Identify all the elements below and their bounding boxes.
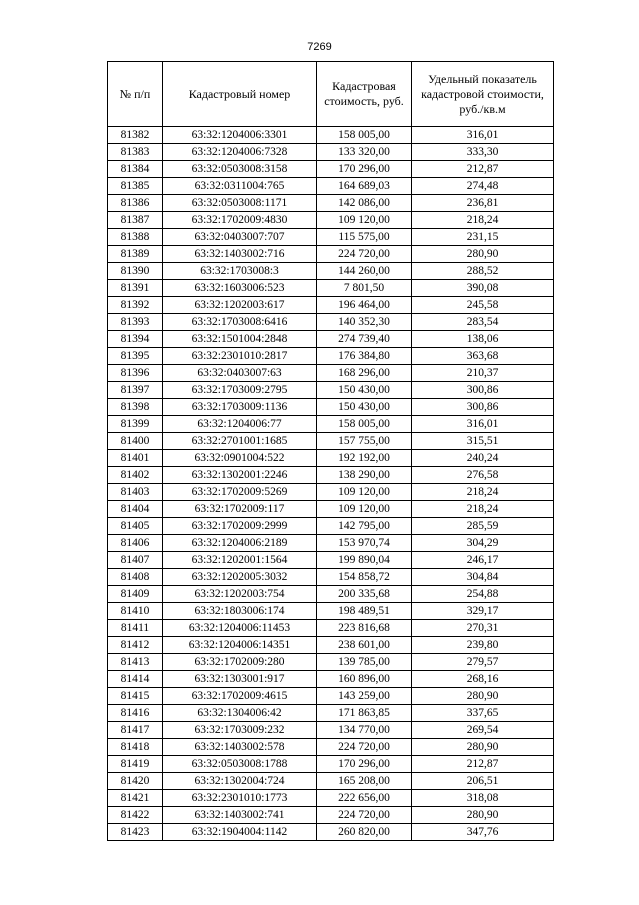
cell-num: 81409	[108, 586, 163, 603]
cell-cadastral-number: 63:32:1403002:578	[163, 739, 317, 756]
cell-cadastral-number: 63:32:1204006:2189	[163, 535, 317, 552]
cell-unit-indicator: 280,90	[412, 807, 554, 824]
cell-cadastral-number: 63:32:1202005:3032	[163, 569, 317, 586]
cell-cadastral-value: 168 296,00	[317, 365, 412, 382]
cell-unit-indicator: 318,08	[412, 790, 554, 807]
cell-num: 81387	[108, 212, 163, 229]
cell-cadastral-number: 63:32:1703009:1136	[163, 399, 317, 416]
cell-num: 81386	[108, 195, 163, 212]
cell-num: 81413	[108, 654, 163, 671]
cell-cadastral-number: 63:32:1703008:3	[163, 263, 317, 280]
table-row	[108, 705, 554, 722]
cell-num: 81418	[108, 739, 163, 756]
cell-unit-indicator: 218,24	[412, 501, 554, 518]
cell-unit-indicator: 300,86	[412, 382, 554, 399]
cell-cadastral-value: 109 120,00	[317, 212, 412, 229]
table-row	[108, 178, 554, 195]
cell-cadastral-number: 63:32:1202001:1564	[163, 552, 317, 569]
cell-unit-indicator: 280,90	[412, 688, 554, 705]
cell-unit-indicator: 236,81	[412, 195, 554, 212]
cell-unit-indicator: 363,68	[412, 348, 554, 365]
cell-num: 81422	[108, 807, 163, 824]
cell-num: 81421	[108, 790, 163, 807]
cell-cadastral-number: 63:32:1303001:917	[163, 671, 317, 688]
table-row	[108, 722, 554, 739]
cell-cadastral-value: 171 863,85	[317, 705, 412, 722]
table-body	[108, 127, 554, 841]
table-row	[108, 331, 554, 348]
cell-unit-indicator: 329,17	[412, 603, 554, 620]
cell-cadastral-value: 274 739,40	[317, 331, 412, 348]
cell-cadastral-value: 150 430,00	[317, 382, 412, 399]
cell-cadastral-number: 63:32:1302004:724	[163, 773, 317, 790]
table-row	[108, 365, 554, 382]
cell-unit-indicator: 304,84	[412, 569, 554, 586]
cell-unit-indicator: 280,90	[412, 246, 554, 263]
cell-cadastral-value: 143 259,00	[317, 688, 412, 705]
table-row	[108, 433, 554, 450]
table-row	[108, 773, 554, 790]
cell-cadastral-value: 133 320,00	[317, 144, 412, 161]
cell-num: 81397	[108, 382, 163, 399]
cell-cadastral-value: 115 575,00	[317, 229, 412, 246]
cell-unit-indicator: 347,76	[412, 824, 554, 841]
cell-cadastral-number: 63:32:1803006:174	[163, 603, 317, 620]
cell-unit-indicator: 337,65	[412, 705, 554, 722]
table-row	[108, 739, 554, 756]
cell-cadastral-number: 63:32:1703008:6416	[163, 314, 317, 331]
cell-cadastral-value: 157 755,00	[317, 433, 412, 450]
header-num: № п/п	[108, 62, 163, 127]
cell-unit-indicator: 285,59	[412, 518, 554, 535]
cell-num: 81406	[108, 535, 163, 552]
cell-num: 81404	[108, 501, 163, 518]
cell-unit-indicator: 269,54	[412, 722, 554, 739]
cell-cadastral-number: 63:32:1603006:523	[163, 280, 317, 297]
cell-cadastral-value: 150 430,00	[317, 399, 412, 416]
cell-num: 81415	[108, 688, 163, 705]
cell-cadastral-value: 144 260,00	[317, 263, 412, 280]
header-cadastral-value: Кадастровая стоимость, руб.	[317, 62, 412, 127]
cell-unit-indicator: 280,90	[412, 739, 554, 756]
cell-cadastral-number: 63:32:1904004:1142	[163, 824, 317, 841]
table-row	[108, 807, 554, 824]
cell-cadastral-number: 63:32:1501004:2848	[163, 331, 317, 348]
cell-cadastral-number: 63:32:1702009:4615	[163, 688, 317, 705]
cell-num: 81393	[108, 314, 163, 331]
table-row	[108, 603, 554, 620]
cell-cadastral-number: 63:32:1702009:5269	[163, 484, 317, 501]
cell-cadastral-number: 63:32:1202003:754	[163, 586, 317, 603]
cell-num: 81419	[108, 756, 163, 773]
cell-cadastral-value: 224 720,00	[317, 739, 412, 756]
cell-cadastral-value: 170 296,00	[317, 756, 412, 773]
cell-num: 81390	[108, 263, 163, 280]
cell-cadastral-value: 153 970,74	[317, 535, 412, 552]
cell-cadastral-value: 199 890,04	[317, 552, 412, 569]
table-row	[108, 314, 554, 331]
cadastral-table	[107, 61, 554, 841]
cell-cadastral-number: 63:32:0311004:765	[163, 178, 317, 195]
table-row	[108, 518, 554, 535]
table-row	[108, 688, 554, 705]
cell-cadastral-value: 109 120,00	[317, 484, 412, 501]
table-row	[108, 399, 554, 416]
table-row	[108, 620, 554, 637]
cell-num: 81420	[108, 773, 163, 790]
cell-num: 81400	[108, 433, 163, 450]
cell-num: 81398	[108, 399, 163, 416]
cell-unit-indicator: 212,87	[412, 756, 554, 773]
cell-num: 81389	[108, 246, 163, 263]
table-header	[108, 62, 554, 127]
cell-cadastral-number: 63:32:0403007:707	[163, 229, 317, 246]
cell-cadastral-value: 192 192,00	[317, 450, 412, 467]
table-row	[108, 450, 554, 467]
table-row	[108, 484, 554, 501]
cell-num: 81384	[108, 161, 163, 178]
cell-unit-indicator: 210,37	[412, 365, 554, 382]
cell-num: 81395	[108, 348, 163, 365]
table-row	[108, 569, 554, 586]
table-row	[108, 790, 554, 807]
cell-cadastral-value: 200 335,68	[317, 586, 412, 603]
table-row	[108, 161, 554, 178]
table-row	[108, 654, 554, 671]
cell-unit-indicator: 276,58	[412, 467, 554, 484]
cell-cadastral-value: 170 296,00	[317, 161, 412, 178]
cell-unit-indicator: 240,24	[412, 450, 554, 467]
cell-cadastral-number: 63:32:1204006:7328	[163, 144, 317, 161]
cell-cadastral-number: 63:32:1204006:77	[163, 416, 317, 433]
table-row	[108, 195, 554, 212]
table-row	[108, 297, 554, 314]
cell-unit-indicator: 239,80	[412, 637, 554, 654]
cell-cadastral-value: 222 656,00	[317, 790, 412, 807]
cell-unit-indicator: 245,58	[412, 297, 554, 314]
cell-unit-indicator: 316,01	[412, 416, 554, 433]
cell-cadastral-value: 224 720,00	[317, 807, 412, 824]
cell-cadastral-number: 63:32:1204006:14351	[163, 637, 317, 654]
cell-num: 81412	[108, 637, 163, 654]
page-number: 7269	[307, 41, 332, 53]
cell-unit-indicator: 254,88	[412, 586, 554, 603]
cell-unit-indicator: 333,30	[412, 144, 554, 161]
table-row	[108, 348, 554, 365]
cell-cadastral-number: 63:32:1702009:280	[163, 654, 317, 671]
cell-cadastral-number: 63:32:0901004:522	[163, 450, 317, 467]
cell-cadastral-number: 63:32:1702009:117	[163, 501, 317, 518]
cell-unit-indicator: 246,17	[412, 552, 554, 569]
cell-unit-indicator: 218,24	[412, 212, 554, 229]
cell-cadastral-value: 223 816,68	[317, 620, 412, 637]
cell-cadastral-value: 109 120,00	[317, 501, 412, 518]
cell-unit-indicator: 283,54	[412, 314, 554, 331]
cell-cadastral-number: 63:32:0503008:1171	[163, 195, 317, 212]
cell-cadastral-number: 63:32:0503008:1788	[163, 756, 317, 773]
cell-num: 81423	[108, 824, 163, 841]
table-row	[108, 229, 554, 246]
table-row	[108, 824, 554, 841]
cell-cadastral-value: 260 820,00	[317, 824, 412, 841]
header-unit-indicator: Удельный показатель кадастровой стоимости, руб./кв.м	[412, 62, 554, 127]
cell-cadastral-number: 63:32:1304006:42	[163, 705, 317, 722]
cell-cadastral-number: 63:32:1403002:741	[163, 807, 317, 824]
cell-unit-indicator: 316,01	[412, 127, 554, 144]
cell-num: 81385	[108, 178, 163, 195]
cell-num: 81417	[108, 722, 163, 739]
cell-unit-indicator: 138,06	[412, 331, 554, 348]
cell-cadastral-value: 7 801,50	[317, 280, 412, 297]
cell-cadastral-number: 63:32:1702009:2999	[163, 518, 317, 535]
cell-unit-indicator: 390,08	[412, 280, 554, 297]
cell-unit-indicator: 212,87	[412, 161, 554, 178]
cell-cadastral-number: 63:32:1703009:232	[163, 722, 317, 739]
cell-cadastral-number: 63:32:2301010:1773	[163, 790, 317, 807]
table-row	[108, 263, 554, 280]
table-row	[108, 586, 554, 603]
cell-num: 81416	[108, 705, 163, 722]
cell-num: 81388	[108, 229, 163, 246]
cell-cadastral-value: 165 208,00	[317, 773, 412, 790]
table-row	[108, 637, 554, 654]
cell-unit-indicator: 279,57	[412, 654, 554, 671]
table-row	[108, 144, 554, 161]
table-row	[108, 246, 554, 263]
cell-num: 81414	[108, 671, 163, 688]
cell-cadastral-number: 63:32:0403007:63	[163, 365, 317, 382]
table-row	[108, 535, 554, 552]
cell-cadastral-value: 176 384,80	[317, 348, 412, 365]
cell-cadastral-number: 63:32:1403002:716	[163, 246, 317, 263]
cell-cadastral-value: 160 896,00	[317, 671, 412, 688]
table-row	[108, 212, 554, 229]
cell-cadastral-number: 63:32:2701001:1685	[163, 433, 317, 450]
header-row	[108, 62, 554, 127]
cell-num: 81407	[108, 552, 163, 569]
cell-unit-indicator: 231,15	[412, 229, 554, 246]
cell-unit-indicator: 315,51	[412, 433, 554, 450]
table-row	[108, 382, 554, 399]
cell-cadastral-number: 63:32:1202003:617	[163, 297, 317, 314]
cell-cadastral-value: 238 601,00	[317, 637, 412, 654]
cell-num: 81405	[108, 518, 163, 535]
table-row	[108, 756, 554, 773]
cell-num: 81396	[108, 365, 163, 382]
cell-num: 81401	[108, 450, 163, 467]
cell-num: 81391	[108, 280, 163, 297]
cell-num: 81408	[108, 569, 163, 586]
cell-num: 81382	[108, 127, 163, 144]
cell-num: 81411	[108, 620, 163, 637]
cell-num: 81392	[108, 297, 163, 314]
cell-num: 81399	[108, 416, 163, 433]
cell-unit-indicator: 270,31	[412, 620, 554, 637]
cell-cadastral-value: 134 770,00	[317, 722, 412, 739]
cell-num: 81403	[108, 484, 163, 501]
cell-unit-indicator: 304,29	[412, 535, 554, 552]
cell-cadastral-number: 63:32:2301010:2817	[163, 348, 317, 365]
cell-cadastral-value: 198 489,51	[317, 603, 412, 620]
header-cadastral-number: Кадастровый номер	[163, 62, 317, 127]
cell-cadastral-value: 158 005,00	[317, 127, 412, 144]
table-row	[108, 671, 554, 688]
cell-cadastral-value: 139 785,00	[317, 654, 412, 671]
cell-num: 81394	[108, 331, 163, 348]
cell-unit-indicator: 288,52	[412, 263, 554, 280]
cell-cadastral-number: 63:32:0503008:3158	[163, 161, 317, 178]
cell-cadastral-number: 63:32:1702009:4830	[163, 212, 317, 229]
cell-cadastral-value: 138 290,00	[317, 467, 412, 484]
cell-num: 81383	[108, 144, 163, 161]
cell-unit-indicator: 300,86	[412, 399, 554, 416]
cell-cadastral-value: 154 858,72	[317, 569, 412, 586]
cell-num: 81410	[108, 603, 163, 620]
cell-num: 81402	[108, 467, 163, 484]
table-row	[108, 127, 554, 144]
cell-unit-indicator: 268,16	[412, 671, 554, 688]
cell-cadastral-value: 164 689,03	[317, 178, 412, 195]
cell-cadastral-value: 140 352,30	[317, 314, 412, 331]
table-row	[108, 280, 554, 297]
cell-unit-indicator: 206,51	[412, 773, 554, 790]
cell-unit-indicator: 274,48	[412, 178, 554, 195]
cell-cadastral-number: 63:32:1703009:2795	[163, 382, 317, 399]
cell-cadastral-number: 63:32:1204006:11453	[163, 620, 317, 637]
cell-unit-indicator: 218,24	[412, 484, 554, 501]
cell-cadastral-value: 142 795,00	[317, 518, 412, 535]
table-row	[108, 552, 554, 569]
cell-cadastral-value: 224 720,00	[317, 246, 412, 263]
cell-cadastral-value: 158 005,00	[317, 416, 412, 433]
table-row	[108, 501, 554, 518]
table-row	[108, 467, 554, 484]
cell-cadastral-value: 142 086,00	[317, 195, 412, 212]
cell-cadastral-number: 63:32:1302001:2246	[163, 467, 317, 484]
table-row	[108, 416, 554, 433]
cell-cadastral-number: 63:32:1204006:3301	[163, 127, 317, 144]
cell-cadastral-value: 196 464,00	[317, 297, 412, 314]
